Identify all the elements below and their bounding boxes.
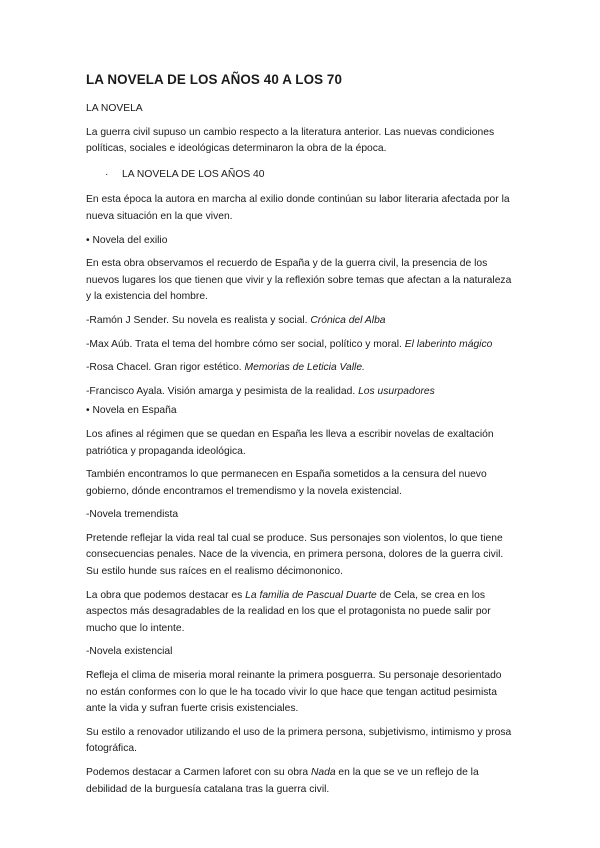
work-title: Nada bbox=[310, 767, 336, 778]
author-text: -Francisco Ayala. Visión amarga y pesimista de la realidad. bbox=[86, 385, 359, 397]
exilio-intro-paragraph: En esta época la autora en marcha al exilio donde continúan su labor literaria afectada por la nueva situación en la que viven. bbox=[86, 194, 510, 222]
work-title: La familia de Pascual Duarte bbox=[245, 589, 377, 601]
paragraph-text: La obra que podemos destacar es bbox=[86, 589, 246, 601]
bullet-icon: · bbox=[105, 168, 109, 180]
subheading-tremendista: -Novela tremendista bbox=[86, 509, 179, 521]
existencial-paragraph-2: Su estilo a renovador utilizando el uso de la primera persona, subjetivismo, intimismo y prosa fotográfica. bbox=[86, 726, 512, 755]
subheading-existencial: -Novela existencial bbox=[86, 646, 173, 658]
exilio-description-paragraph: En esta obra observamos el recuerdo de España y de la guerra civil, la presencia de los nuevos lugares los que tienen que vivir y la reflexión sobre temas que afectan a la naturaleza y la existencia del hombre. bbox=[86, 258, 512, 303]
cela-paragraph bbox=[86, 588, 514, 638]
espana-paragraph-1: Los afines al régimen que se quedan en España les lleva a escribir novelas de exaltación patriótica y propaganda ideológica. bbox=[86, 428, 494, 457]
author-text: -Ramón J Sender. Su novela es realista y social. bbox=[86, 314, 311, 326]
intro-paragraph: La guerra civil supuso un cambio respecto a la literatura anterior. Las nuevas condiciones políticas, sociales e ideológicas determinaron la obra de la época. bbox=[86, 126, 495, 155]
espana-paragraph-2: También encontramos lo que permanecen en España sometidos a la censura del nuevo gobierno, dónde encontramos el tremendismo y la novela existencial. bbox=[86, 469, 487, 497]
paragraph-text: de Cela, se crea en los aspectos más desagradables de la realidad en los que el protagonista no puede salir por mucho que lo intente. bbox=[86, 589, 491, 634]
author-text: -Max Aúb. Trata el tema del hombre cómo ser social, político y moral. bbox=[86, 338, 405, 350]
work-title: Los usurpadores bbox=[358, 385, 435, 397]
section-heading: LA NOVELA bbox=[86, 103, 143, 114]
work-title: Memorias de Leticia Valle. bbox=[244, 362, 365, 374]
work-title: Crónica del Alba bbox=[310, 314, 386, 326]
author-line bbox=[86, 337, 514, 354]
author-line bbox=[86, 313, 514, 330]
laforet-paragraph bbox=[86, 765, 514, 798]
tremendista-paragraph: Pretende reflejar la vida real tal cual se produce. Sus personajes son violentos, lo que tiene consecuencias penales. Nace de la vivencia, en primera persona, dolores de la guerra civil. Su estilo hunde sus raíces en el realismo décimononico. bbox=[86, 532, 504, 578]
author-line bbox=[86, 360, 514, 377]
paragraph-text: Podemos destacar a Carmen laforet con su obra bbox=[86, 767, 311, 778]
list-item-heading bbox=[86, 167, 514, 184]
existencial-paragraph-1: Refleja el clima de miseria moral reinante la primera posguerra. Su personaje desorientado no están conformes con lo que le ha tocado vivir lo que hace que tengan actitud pesimista ante la vida y sufran fuerte crisis existenciales. bbox=[86, 670, 502, 715]
subheading-espana: • Novela en España bbox=[86, 405, 177, 417]
subheading-exilio: • Novela del exilio bbox=[86, 234, 168, 246]
work-title: El laberinto mágico bbox=[404, 338, 493, 350]
author-line bbox=[86, 384, 514, 401]
author-text: -Rosa Chacel. Gran rigor estético. bbox=[86, 362, 245, 374]
document-title: LA NOVELA DE LOS AÑOS 40 A LOS 70 bbox=[86, 72, 343, 87]
list-item-label: LA NOVELA DE LOS AÑOS 40 bbox=[122, 168, 265, 180]
paragraph-text: en la que se ve un reflejo de la debilidad de la burguesía catalana tras la guerra civil. bbox=[86, 767, 479, 795]
